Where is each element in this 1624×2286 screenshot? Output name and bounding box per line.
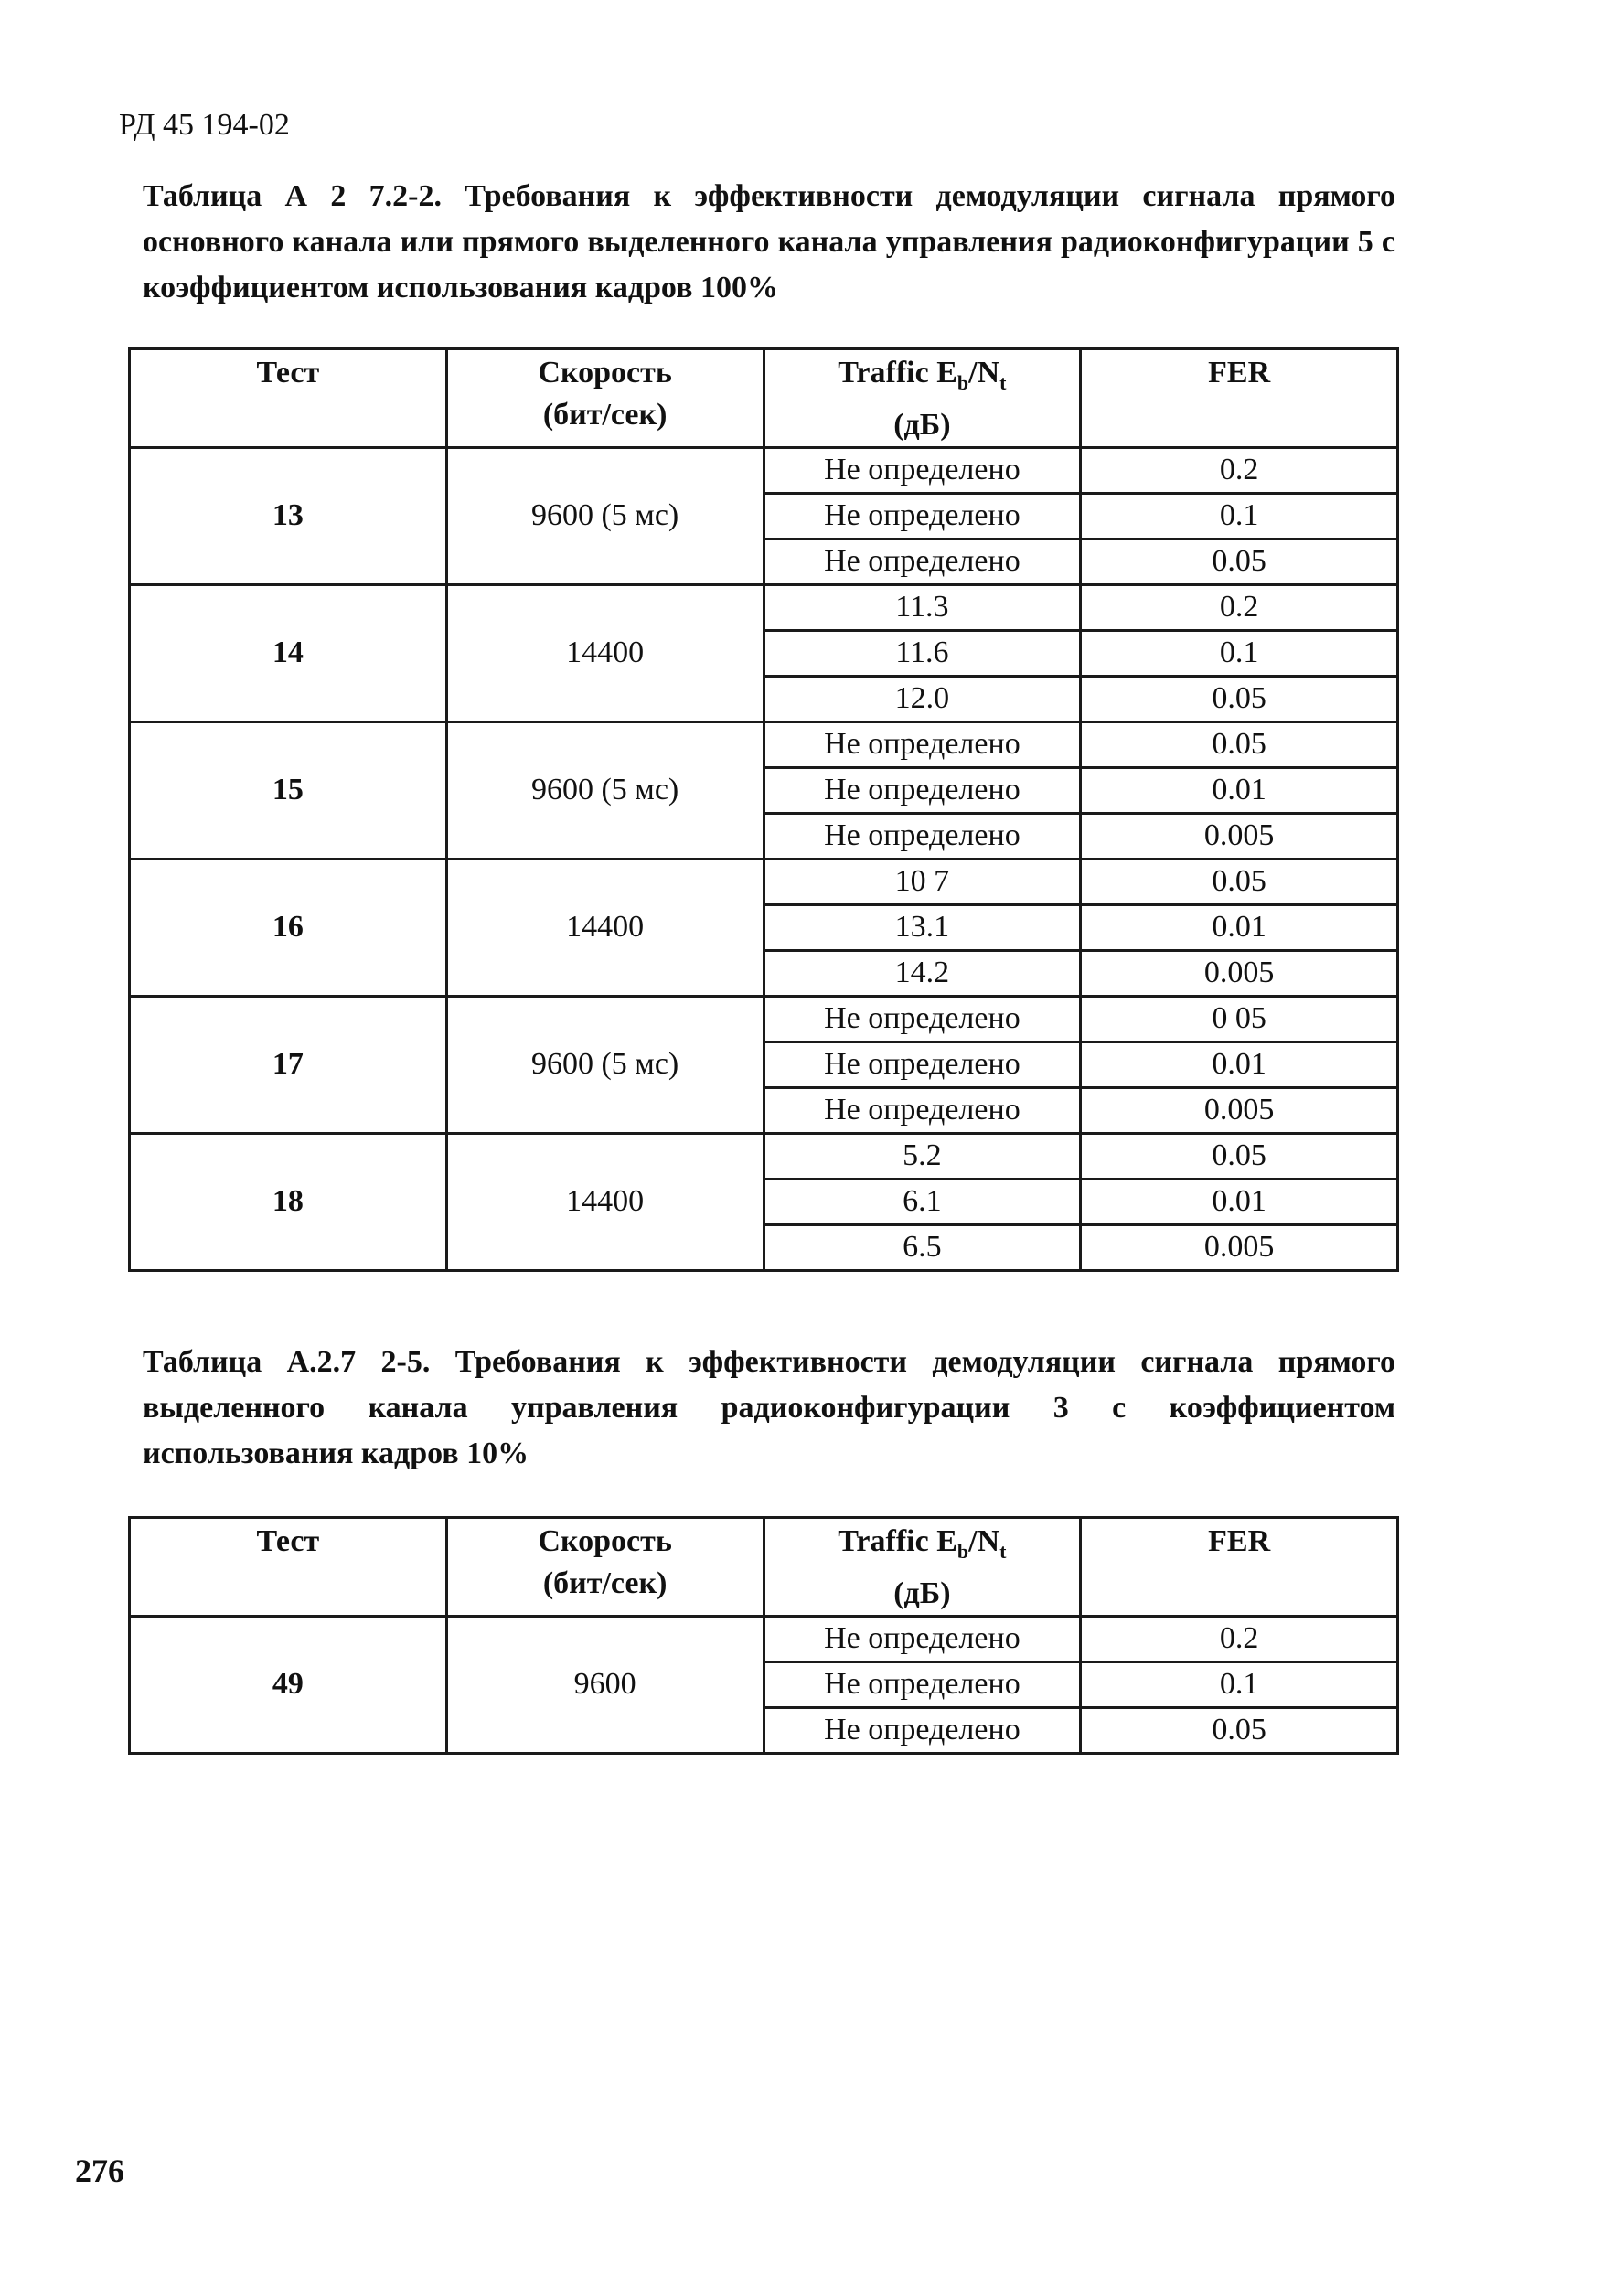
traffic-ebnt-cell: 14.2 [764,950,1081,996]
table-row [130,859,1398,904]
table-row [130,1133,1398,1179]
table1-demodulation-requirements [128,347,1399,1272]
table2-body [130,1616,1398,1753]
table-row [130,996,1398,1042]
test-number-cell: 14 [130,584,447,721]
table-row [130,584,1398,630]
traffic-ebnt-cell: Не определено [764,767,1081,813]
header-traffic: Traffic $E_b/N_t$ (дБ) [764,1518,1081,1617]
fer-cell: 0.1 [1081,493,1398,539]
speed-cell: 14400 [446,859,764,996]
speed-cell: 9600 (5 мс) [446,447,764,584]
header-speed: Скорость (бит/сек) [446,1518,764,1617]
header-fer: FER [1081,1518,1398,1617]
table-header-row [130,349,1398,448]
table-row [130,1616,1398,1661]
speed-cell: 9600 (5 мс) [446,996,764,1133]
fer-cell: 0.1 [1081,1661,1398,1707]
table2-caption: Таблица А.2.7 2-5. Требования к эффективности демодуляции сигнала прямого выделенного канала управления радиоконфигурации 3 с коэффициентом использования кадров 10% [143,1345,1395,1470]
fer-cell: 0.05 [1081,539,1398,584]
fer-cell: 0.01 [1081,1042,1398,1087]
fer-cell: 0.01 [1081,904,1398,950]
fer-cell: 0.05 [1081,1707,1398,1753]
traffic-ebnt-cell: Не определено [764,1707,1081,1753]
table1-caption: Таблица А 2 7.2-2. Требования к эффективности демодуляции сигнала прямого основного канала или прямого выделенного канала управления радиоконфигурации 5 с коэффициентом использования кадров 100% [143,179,1395,304]
header-test: Тест [130,1518,447,1617]
traffic-ebnt-cell: Не определено [764,493,1081,539]
fer-cell: 0 05 [1081,996,1398,1042]
fer-cell: 0.2 [1081,1616,1398,1661]
traffic-ebnt-cell: Не определено [764,447,1081,493]
test-number-cell: 16 [130,859,447,996]
traffic-ebnt-cell: 10 7 [764,859,1081,904]
traffic-ebnt-cell: 11.3 [764,584,1081,630]
traffic-ebnt-cell: Не определено [764,813,1081,859]
fer-cell: 0.2 [1081,584,1398,630]
traffic-ebnt-cell: Не определено [764,539,1081,584]
fer-cell: 0.2 [1081,447,1398,493]
table2-demodulation-requirements [128,1516,1399,1755]
fer-cell: 0.005 [1081,813,1398,859]
traffic-ebnt-cell: Не определено [764,996,1081,1042]
fer-cell: 0.01 [1081,767,1398,813]
traffic-ebnt-cell: 11.6 [764,630,1081,676]
traffic-ebnt-cell: 13.1 [764,904,1081,950]
table-row [130,721,1398,767]
fer-cell: 0.005 [1081,1087,1398,1133]
table-header-row [130,1518,1398,1617]
header-traffic: Traffic $E_b/N_t$ (дБ) [764,349,1081,448]
speed-cell: 9600 [446,1616,764,1753]
test-number-cell: 18 [130,1133,447,1270]
table1-body [130,447,1398,1270]
fer-cell: 0.05 [1081,676,1398,721]
traffic-ebnt-cell: Не определено [764,1042,1081,1087]
header-test: Тест [130,349,447,448]
fer-cell: 0.05 [1081,1133,1398,1179]
test-number-cell: 49 [130,1616,447,1753]
test-number-cell: 13 [130,447,447,584]
traffic-ebnt-cell: Не определено [764,1661,1081,1707]
test-number-cell: 17 [130,996,447,1133]
fer-cell: 0.1 [1081,630,1398,676]
fer-cell: 0.005 [1081,1224,1398,1270]
traffic-ebnt-cell: 12.0 [764,676,1081,721]
traffic-ebnt-cell: 6.1 [764,1179,1081,1224]
speed-cell: 14400 [446,1133,764,1270]
fer-cell: 0.05 [1081,721,1398,767]
fer-cell: 0.01 [1081,1179,1398,1224]
page-number: 276 [75,2152,124,2189]
traffic-ebnt-cell: Не определено [764,721,1081,767]
traffic-ebnt-cell: Не определено [764,1616,1081,1661]
speed-cell: 14400 [446,584,764,721]
traffic-ebnt-cell: 6.5 [764,1224,1081,1270]
table-row [130,447,1398,493]
test-number-cell: 15 [130,721,447,859]
traffic-ebnt-cell: Не определено [764,1087,1081,1133]
header-fer: FER [1081,349,1398,448]
header-speed: Скорость (бит/сек) [446,349,764,448]
document-header: РД 45 194-02 [119,108,290,142]
fer-cell: 0.005 [1081,950,1398,996]
speed-cell: 9600 (5 мс) [446,721,764,859]
fer-cell: 0.05 [1081,859,1398,904]
traffic-ebnt-cell: 5.2 [764,1133,1081,1179]
